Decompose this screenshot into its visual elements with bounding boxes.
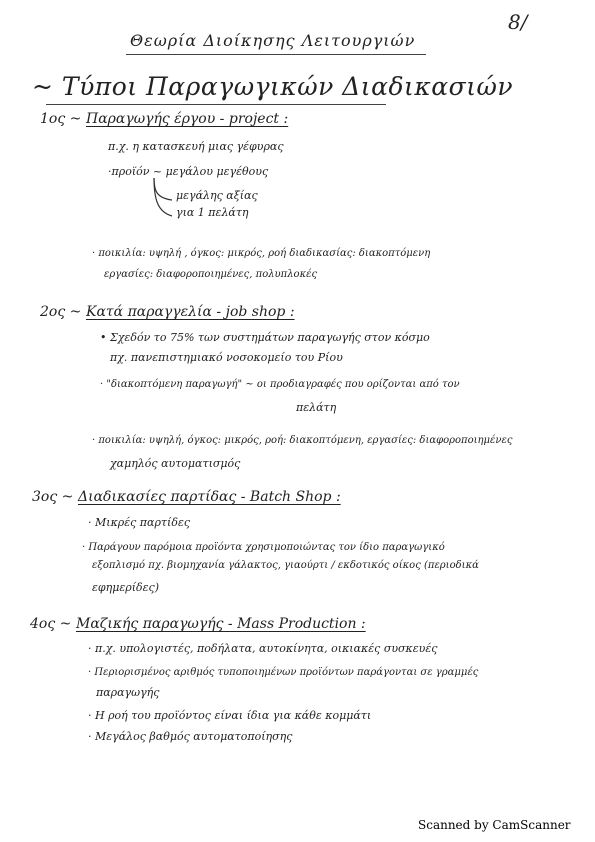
page-title: Θεωρία Διοίκησης Λειτουργιών [130,31,416,50]
section-1-title: Παραγωγής έργου - project : [86,111,289,127]
heading-underline [46,104,386,105]
section-2-title: Κατά παραγγελία - job shop : [86,304,295,320]
section-4-line: · Περιορισμένος αριθμός τυποποιημένων προϊόντων παράγονται σε γραμμές [88,667,479,678]
section-3-title: Διαδικασίες παρτίδας - Batch Shop : [78,489,341,505]
section-2-line: · "διακοπτόμενη παραγωγή" ~ οι προδιαγραφές που ορίζονται από τον [100,379,460,390]
section-4-number: 4ος ~ [30,616,72,632]
section-2-line: πελάτη [296,401,337,414]
section-2-line: · ποικιλία: υψηλή, όγκος: μικρός, ροή: διακοπτόμενη, εργασίες: διαφοροποιημένες [92,435,513,446]
section-heading: ~ Τύποι Παραγωγικών Διαδικασιών [32,72,514,101]
section-4-title: Μαζικής παραγωγής - Mass Production : [76,616,366,632]
section-4-line: · Μεγάλος βαθμός αυτοματοποίησης [88,730,293,743]
section-3-line: · Μικρές παρτίδες [88,516,191,529]
section-3-number: 3ος ~ [32,489,74,505]
section-2-number: 2ος ~ [40,304,82,320]
section-3-line: εξοπλισμό πχ. βιομηχανία γάλακτος, γιαούρτι / εκδοτικός οίκος (περιοδικά [92,560,479,571]
section-1-line: · ποικιλία: υψηλή , όγκος: μικρός, ροή διαδικασίας: διακοπτόμενη [92,248,431,259]
title-underline [126,54,426,55]
section-4-line: · π.χ. υπολογιστές, ποδήλατα, αυτοκίνητα, οικιακές συσκευές [88,642,438,655]
section-1-line: ·προϊόν ~ μεγάλου μεγέθους [108,165,269,178]
section-1-line: εργασίες: διαφοροποιημένες, πολυπλοκές [104,269,318,280]
section-2-line: πχ. πανεπιστημιακό νοσοκομείο του Ρίου [110,351,343,364]
section-4-line: παραγωγής [96,686,160,699]
section-1-number: 1ος ~ [40,111,82,127]
scanner-watermark: Scanned by CamScanner [418,818,571,832]
section-4-line: · Η ροή του προϊόντος είναι ίδια για κάθε κομμάτι [88,709,372,722]
section-2-line: χαμηλός αυτοματισμός [110,457,241,470]
section-1-line: π.χ. η κατασκευή μιας γέφυρας [108,140,284,153]
section-2-line: • Σχεδόν το 75% των συστημάτων παραγωγής στον κόσμο [100,331,430,344]
page-number: 8/ [508,10,528,34]
section-1-line: μεγάλης αξίας [176,189,258,202]
section-3-line: · Παράγουν παρόμοια προϊόντα χρησιμοποιώντας τον ίδιο παραγωγικό [82,542,445,553]
section-1-line: για 1 πελάτη [176,206,249,219]
section-3-line: εφημερίδες) [92,581,160,594]
